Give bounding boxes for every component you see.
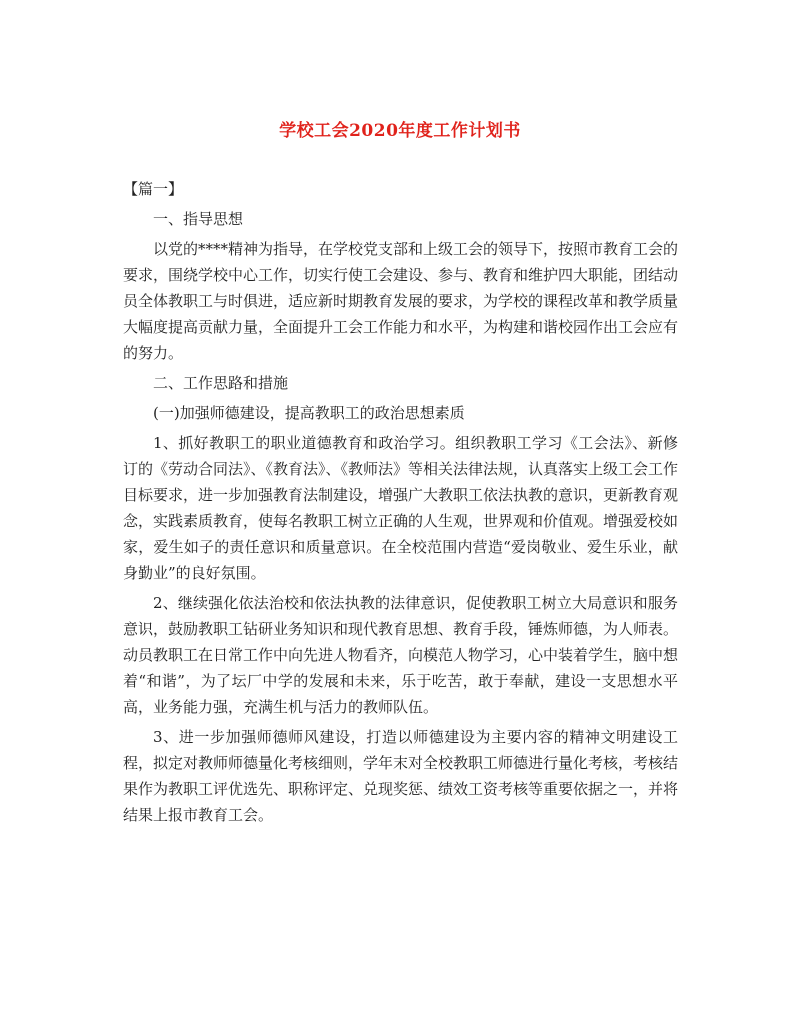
- paragraph-item-3: 3、进一步加强师德师风建设，打造以师德建设为主要内容的精神文明建设工程，拟定对教师师德量化考核细则，学年末对全校教职工师德进行量化考核，考核结果作为教职工评优选先、职称评定、兑现奖惩、绩效工资考核等重要依据之一，并将结果上报市教育工会。: [123, 728, 679, 824]
- document-title: 学校工会2020年度工作计划书: [279, 121, 521, 141]
- document-body: [123, 176, 678, 832]
- section-tag: 【篇一】: [123, 180, 184, 198]
- paragraph-guiding-ideology: 以党的****精神为指导，在学校党支部和上级工会的领导下，按照市教育工会的要求，围绕学校中心工作，切实行使工会建设、参与、教育和维护四大职能，团结动员全体教职工与时俱进，适应新时期教育发展的要求，为学校的课程改革和教学质量大幅度提高贡献力量，全面提升工会工作能力和水平，为构建和谐校园作出工会应有的努力。: [123, 240, 679, 362]
- heading-work-measures: 二、工作思路和措施: [153, 374, 289, 392]
- paragraph-item-2: 2、继续强化依法治校和依法执教的法律意识，促使教职工树立大局意识和服务意识，鼓励教职工钻研业务知识和现代教育思想、教育手段，锤炼师德，为人师表。动员教职工在日常工作中向先进人物看齐，向模范人物学习，心中装着学生，脑中想着“和谐”，为了坛厂中学的发展和未来，乐于吃苦，敢于奉献，建设一支思想水平高，业务能力强，充满生机与活力的教师队伍。: [123, 594, 679, 716]
- heading-guiding-ideology: 一、指导思想: [153, 210, 244, 228]
- paragraph-item-1: 1、抓好教职工的职业道德教育和政治学习。组织教职工学习《工会法》、新修订的《劳动合同法》、《教育法》、《教师法》等相关法律法规，认真落实上级工会工作目标要求，进一步加强教育法制建设，增强广大教职工依法执教的意识，更新教育观念，实践素质教育，使每名教职工树立正确的人生观，世界观和价值观。增强爱校如家，爱生如子的责任意识和质量意识。在全校范围内营造“爱岗敬业、爱生乐业，献身勤业”的良好氛围。: [123, 434, 679, 582]
- subheading-ethics-building: (一)加强师德建设，提高教职工的政治思想素质: [153, 404, 465, 422]
